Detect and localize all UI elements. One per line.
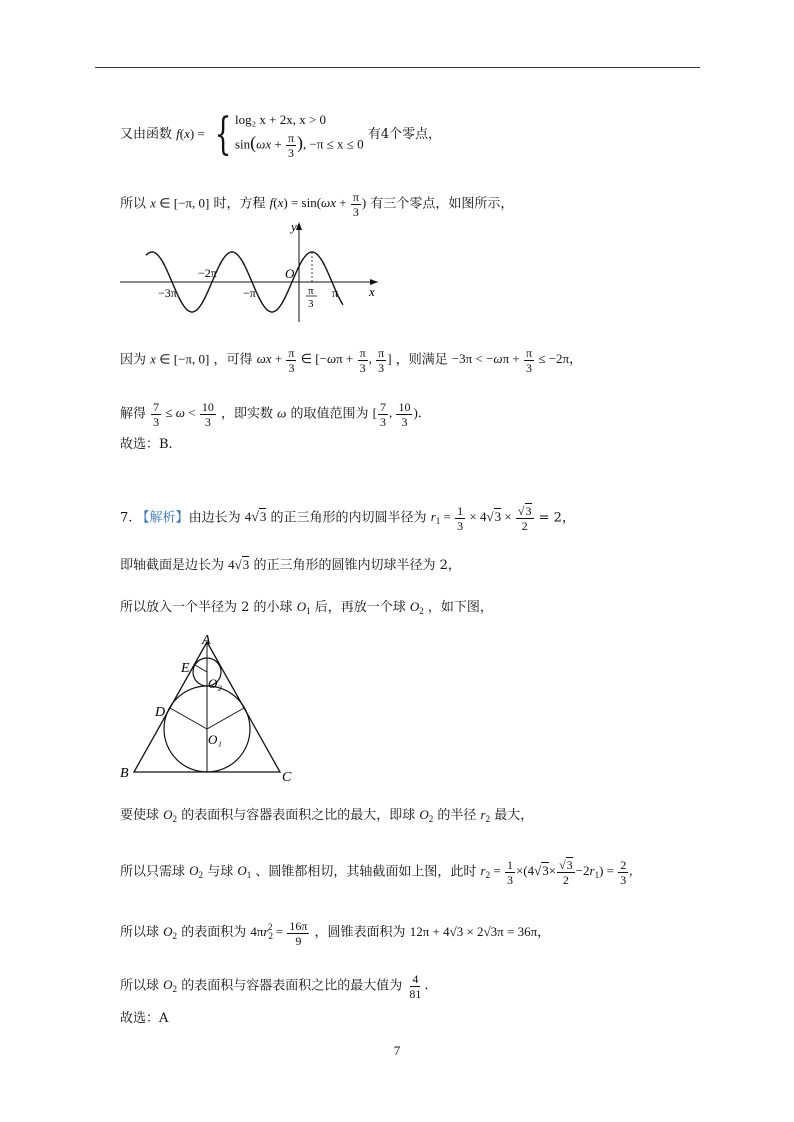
math-r1: $r_1$ = $\frac{1}{3}$ × 4√3 × $\frac{√3}{2}$: [430, 504, 532, 533]
piecewise-definition: [209, 109, 364, 160]
math-o2: $O_2$: [163, 807, 178, 824]
text-segment: 与球: [207, 864, 234, 880]
text-segment: 要使球: [120, 808, 160, 823]
text-line-r2: [120, 858, 633, 887]
text-segment: 的取值范围为: [290, 406, 369, 422]
math-side-length: 4√3: [244, 509, 267, 526]
case-2: sin(ωx + $\frac{\pi}{3}$ ), −π ≤ x ≤ 0: [234, 131, 364, 160]
text-segment: ，如下图，: [427, 600, 493, 615]
math-side-length: 4√3: [228, 557, 250, 572]
text-segment: ，圆锥表面积为: [314, 925, 406, 940]
text-line-problem-7: [120, 504, 575, 533]
tick-label-pi: π: [332, 286, 339, 300]
tick-label-pi-3-num: π: [308, 285, 314, 297]
math-answer-interval: [ $\frac{7}{3}$ , $\frac{10}{3}$ )．: [372, 400, 431, 429]
math-equation: f(x) = sin(ωx + $\frac{\pi}{3}$ ): [269, 190, 367, 219]
tick-label-pi-3-den: 3: [308, 298, 314, 310]
math-o2: $O_2$: [419, 807, 434, 824]
label-o2: O₂: [208, 676, 222, 691]
answer-a: 故选：A: [120, 1011, 169, 1026]
text-segment: 所以放入一个半径为 2 的小球: [120, 600, 293, 615]
math-interval: x ∈ [−π, 0]: [150, 195, 210, 211]
page-number: 7: [393, 1043, 401, 1058]
text-line-balls: [120, 598, 493, 620]
text-segment: 的正三角形的圆锥内切球半径为 2，: [253, 558, 461, 573]
text-line-section: [120, 556, 461, 575]
label-x: x: [369, 284, 375, 299]
header-rule: [95, 67, 700, 68]
answer-b: 故选：B.: [120, 437, 173, 452]
label-b: B: [120, 766, 129, 781]
label-a: A: [202, 633, 211, 648]
text-segment: 由边长为: [188, 510, 241, 526]
math-o2: $O_2$: [189, 863, 204, 881]
text-line-areas: [120, 918, 550, 948]
math-sphere-area: $4\pi r_2^2$ = $\frac{16\pi}{9}$: [250, 918, 308, 948]
text-line-function: [120, 104, 441, 164]
text-segment: 的正三角形的内切圆半径为: [270, 510, 427, 526]
label-d: D: [155, 705, 166, 720]
tick-label-minus-3pi: −3π: [158, 286, 177, 300]
math-o2: $O_2$: [163, 977, 178, 995]
label-origin: O: [285, 266, 295, 281]
text-segment: 的半径: [437, 808, 477, 823]
text-segment: 的表面积为: [181, 925, 247, 940]
text-line-ratio: [120, 972, 437, 1001]
math-inequality: −3π < −ωπ + $\frac{\pi}{3}$ ≤ −2π，: [451, 346, 583, 375]
text-line-goal: [120, 806, 533, 828]
text-segment: ，可得: [213, 352, 253, 368]
text-segment: 所以球: [120, 925, 160, 940]
cone-cross-section-diagram: [118, 632, 300, 784]
text-line-condition: [120, 346, 582, 375]
radius-right: [207, 708, 244, 729]
y-axis-arrow-icon: [296, 222, 302, 230]
text-segment: 解得: [120, 406, 147, 422]
text-line-solution: [120, 400, 431, 429]
math-o2: $O_2$: [163, 924, 178, 941]
text-segment: 所以只需球: [120, 864, 186, 880]
math-omega: ω: [277, 405, 287, 421]
radius-to-d: [170, 708, 207, 729]
case-2-sin: sin: [234, 136, 251, 152]
math-paren: (x) =: [179, 126, 205, 141]
case-1: log₂ x + 2x, x > 0: [234, 112, 327, 127]
tick-label-minus-2pi: −2π: [198, 266, 217, 280]
tick-label-minus-pi: −π: [243, 286, 256, 300]
text-segment: 又由函数: [120, 127, 173, 142]
sine-graph: [118, 218, 383, 324]
math-r2-value: $r_2$ = $\frac{1}{3}$ ×(4√3× $\frac{√3}{2}$ $-2r_1$) = $\frac{2}{3}$ ,: [480, 858, 633, 887]
text-segment: 因为: [120, 352, 147, 368]
case-2-domain: , −π ≤ x ≤ 0: [303, 136, 364, 152]
math-o2: $O_2$: [409, 599, 424, 616]
text-segment: 后，再放一个球: [314, 600, 406, 615]
math-ratio: $\frac{4}{81}$ ．: [409, 972, 438, 1001]
label-c: C: [282, 770, 292, 784]
text-segment: 所以: [120, 196, 147, 212]
radius-to-e: [195, 665, 207, 672]
text-segment: 即轴截面是边长为: [120, 558, 225, 573]
text-segment: ，即实数: [220, 406, 273, 422]
text-segment: 所以球: [120, 978, 160, 994]
math-interval: x ∈ [−π, 0]: [150, 351, 210, 367]
math-range: ωx + $\frac{\pi}{3}$ ∈ [−ωπ + $\frac{\pi}{3}$ , $\frac{\pi}{3}$ ]: [256, 346, 392, 375]
text-segment: ，则满足: [395, 352, 448, 368]
text-segment: 有4个零点，: [367, 127, 442, 142]
problem-number: 7.: [120, 510, 133, 526]
piecewise-cases: [235, 109, 364, 160]
math-cone-area: 12π + 4√3 × 2√3π = 36π，: [409, 924, 551, 939]
label-y: y: [291, 219, 297, 234]
text-segment: 有三个零点，如图所示，: [370, 196, 514, 212]
math-o1: $O_1$: [237, 863, 252, 881]
text-segment: 时，方程: [213, 196, 266, 212]
text-line-zeros: [120, 190, 513, 219]
text-segment: 的表面积与容器表面积之比的最大值为: [181, 978, 403, 994]
text-segment: 的表面积与容器表面积之比的最大，即球: [181, 808, 416, 823]
analysis-tag: 【解析】: [136, 510, 189, 526]
math-r2: $r_2$: [480, 807, 491, 824]
label-o1: O₁: [208, 732, 222, 747]
text-segment: 最大，: [494, 808, 534, 823]
math-omega-range: $\frac{7}{3}$ ≤ ω < $\frac{10}{3}$: [153, 400, 214, 429]
math-fx: f: [176, 126, 180, 141]
text-segment: 、圆锥都相切，其轴截面如上图，此时: [255, 864, 477, 880]
math-o1: $O_1$: [296, 599, 311, 616]
label-e: E: [181, 661, 190, 676]
left-brace: {: [214, 108, 232, 160]
text-segment: = 2，: [538, 510, 575, 526]
